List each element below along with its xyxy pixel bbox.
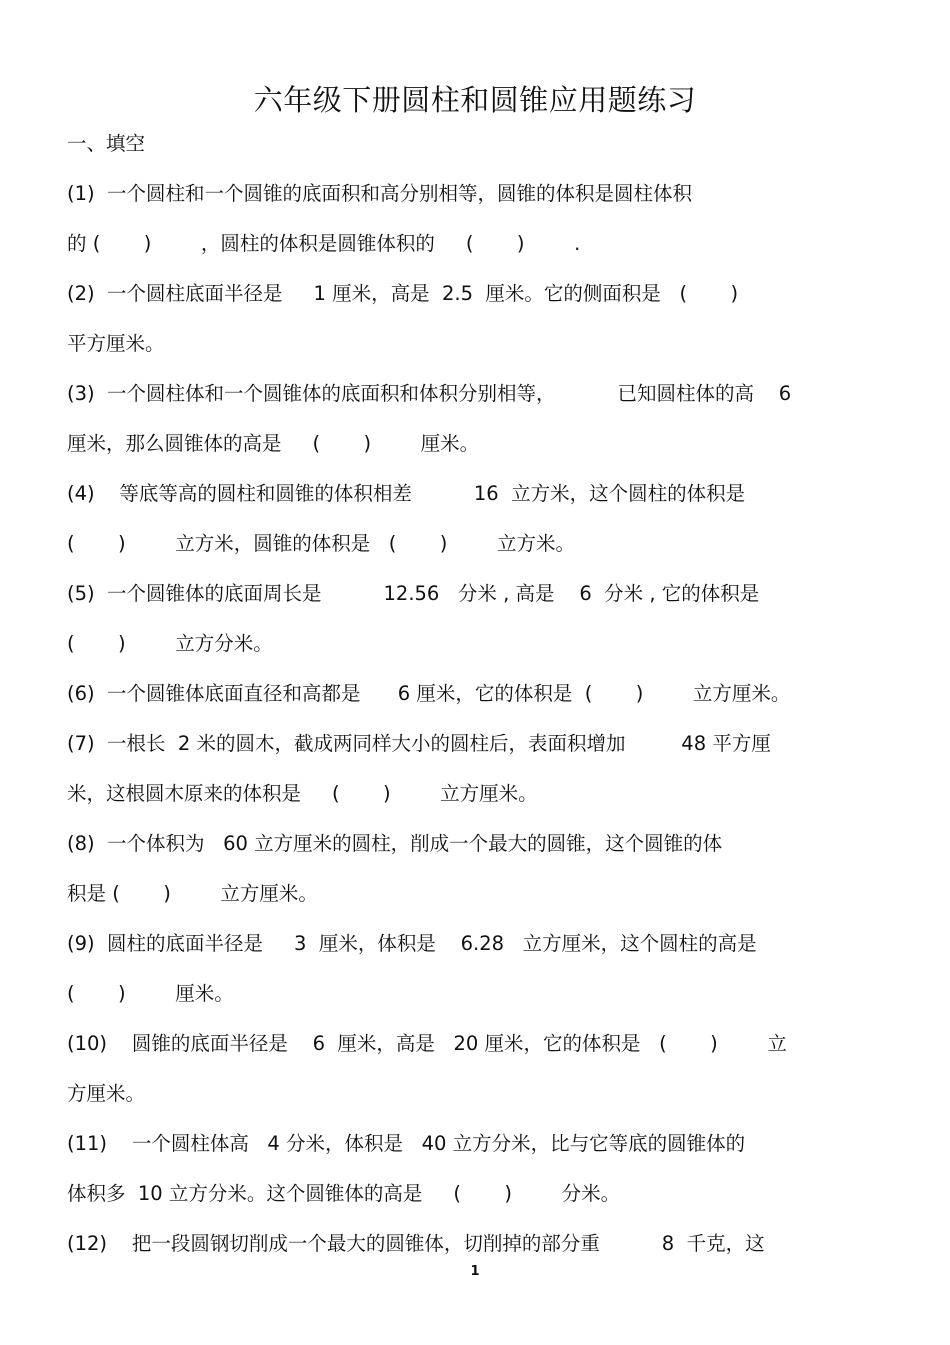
question-line: (4) 等底等高的圆柱和圆锥的体积相差 16 立方米，这个圆柱的体积是 (67, 482, 746, 505)
question-line: (12) 把一段圆钢切削成一个最大的圆锥体，切削掉的部分重 8 千克，这 (67, 1232, 765, 1255)
question-line: (10) 圆锥的底面半径是 6 厘米，高是 20 厘米，它的体积是 ( ) 立 (67, 1032, 787, 1055)
question-line: (11) 一个圆柱体高 4 分米，体积是 40 立方分米，比与它等底的圆锥体的 (67, 1132, 746, 1155)
question-line: 米，这根圆木原来的体积是 ( ) 立方厘米。 (67, 782, 538, 805)
question-line: 积是 ( ) 立方厘米。 (67, 882, 318, 905)
page-title: 六年级下册圆柱和圆锥应用题练习 (253, 83, 697, 117)
question-line: (7) 一根长 2 米的圆木，截成两同样大小的圆柱后，表面积增加 48 平方厘 (67, 732, 771, 755)
question-line: 平方厘米。 (67, 332, 165, 355)
page-number: 1 (470, 1264, 480, 1279)
question-line: (5) 一个圆锥体的底面周长是 12.56 分米 , 高是 6 分米 , 它的体积是 (67, 582, 760, 605)
question-line: 体积多 10 立方分米。这个圆锥体的高是 ( ) 分米。 (67, 1182, 621, 1205)
question-line: ( ) 厘米。 (67, 982, 234, 1005)
question-line: (1) 一个圆柱和一个圆锥的底面积和高分别相等，圆锥的体积是圆柱体积 (67, 182, 693, 205)
question-line: 方厘米。 (67, 1082, 146, 1105)
question-line: (3) 一个圆柱体和一个圆锥体的底面积和体积分别相等， 已知圆柱体的高 6 (67, 382, 792, 405)
question-line: (6) 一个圆锥体底面直径和高都是 6 厘米，它的体积是 ( ) 立方厘米。 (67, 682, 791, 705)
question-line: (2) 一个圆柱底面半径是 1 厘米，高是 2.5 厘米。它的侧面积是 ( ) (67, 282, 739, 305)
question-line: (8) 一个体积为 60 立方厘米的圆柱，削成一个最大的圆锥，这个圆锥的体 (67, 832, 723, 855)
question-line: (9) 圆柱的底面半径是 3 厘米，体积是 6.28 立方厘米，这个圆柱的高是 (67, 932, 757, 955)
section-heading: 一、填空 (67, 132, 146, 155)
question-line: ( ) 立方米，圆锥的体积是 ( ) 立方米。 (67, 532, 575, 555)
question-line: 厘米，那么圆锥体的高是 ( ) 厘米。 (67, 432, 480, 455)
question-line: 的 ( ) ，圆柱的体积是圆锥体积的 ( ) . (67, 232, 581, 255)
question-line: ( ) 立方分米。 (67, 632, 273, 655)
